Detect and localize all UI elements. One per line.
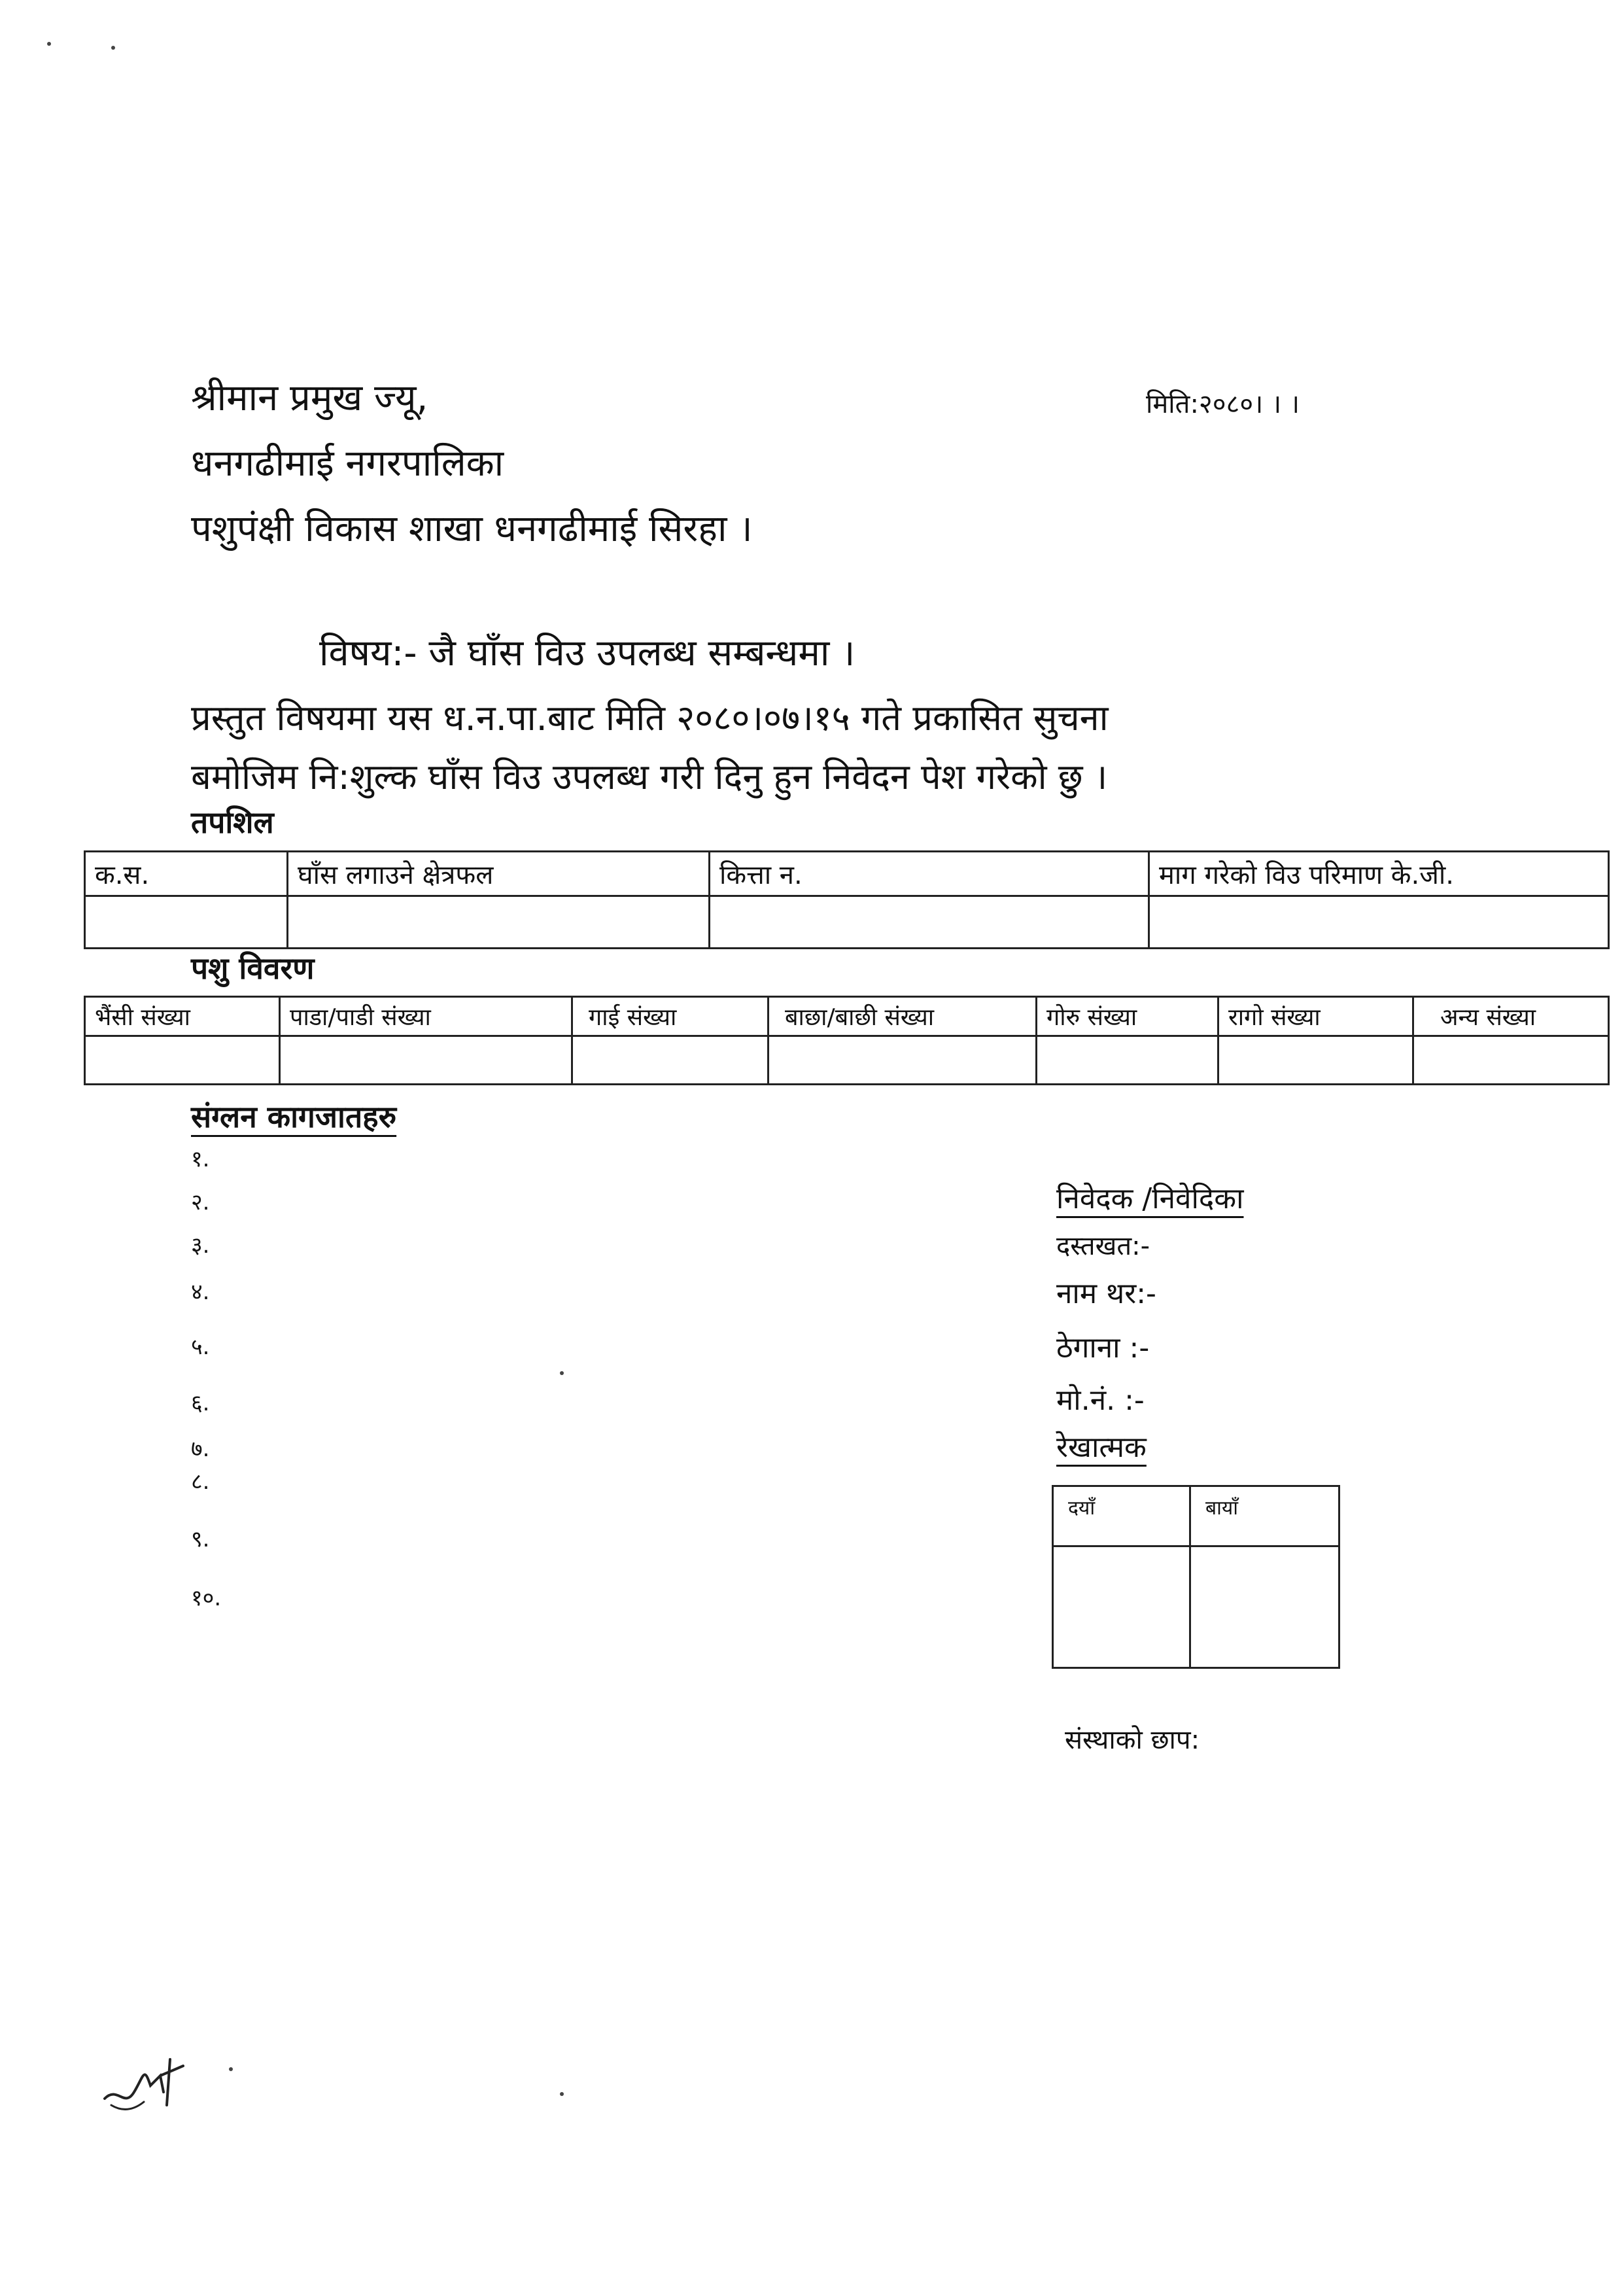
list-item: २. <box>191 1189 210 1215</box>
list-item: ९. <box>191 1526 210 1552</box>
list-item: १०. <box>191 1585 222 1611</box>
attachments-heading: संग्लन कागजातहरु <box>191 1099 397 1134</box>
livestock-col-cow: गाई संख्या <box>572 997 769 1036</box>
details-col-area: घाँस लगाउने क्षेत्रफल <box>288 852 710 896</box>
details-col-plot: कित्ता न. <box>710 852 1149 896</box>
livestock-cell-bull[interactable] <box>1218 1036 1413 1085</box>
livestock-cell-calf[interactable] <box>769 1036 1037 1085</box>
livestock-col-calf: बाछा/बाछी संख्या <box>769 997 1037 1036</box>
mobile-label: मो.नं. :- <box>1056 1384 1145 1417</box>
signature-label: दस्तखत:- <box>1056 1231 1150 1261</box>
details-heading: तपशिल <box>191 805 274 840</box>
list-item: ३. <box>191 1232 210 1259</box>
scan-speck <box>560 1371 564 1375</box>
scan-speck <box>111 46 115 50</box>
details-cell-area[interactable] <box>288 896 710 949</box>
livestock-heading: पशु विवरण <box>191 951 315 986</box>
recipient-branch: पशुपंक्षी विकास शाखा धनगढीमाई सिरहा । <box>191 508 753 550</box>
livestock-table <box>84 996 1610 1085</box>
livestock-col-other: अन्य संख्या <box>1413 997 1609 1036</box>
list-item: ६. <box>191 1390 210 1416</box>
livestock-col-buffalo: भैंसी संख्या <box>85 997 280 1036</box>
date-field: मिति:२०८०। । । <box>1146 389 1300 419</box>
list-item: ४. <box>191 1279 210 1305</box>
list-item: ८. <box>191 1469 210 1495</box>
right-thumb-area[interactable] <box>1053 1546 1190 1668</box>
livestock-col-buffalo-calf: पाडा/पाडी संख्या <box>280 997 572 1036</box>
fingerprint-impression-row <box>1053 1546 1339 1668</box>
list-item: ५. <box>191 1334 210 1360</box>
table-row <box>85 1036 1609 1085</box>
scan-speck <box>47 42 51 46</box>
details-col-serial: क.स. <box>85 852 288 896</box>
name-label: नाम थर:- <box>1056 1277 1156 1310</box>
stamp-label: संस्थाको छाप: <box>1065 1725 1200 1755</box>
fingerprint-box <box>1052 1485 1340 1669</box>
recipient-title: श्रीमान प्रमुख ज्यू, <box>191 377 428 419</box>
livestock-col-ox: गोरु संख्या <box>1037 997 1218 1036</box>
applicant-heading: निवेदक /निवेदिका <box>1056 1182 1244 1215</box>
recipient-office: धनगढीमाई नगरपालिका <box>191 442 504 485</box>
livestock-cell-other[interactable] <box>1413 1036 1609 1085</box>
fingerprint-heading: रेखात्मक <box>1056 1431 1147 1464</box>
details-table <box>84 850 1610 949</box>
left-thumb-area[interactable] <box>1190 1546 1339 1668</box>
livestock-cell-buffalo-calf[interactable] <box>280 1036 572 1085</box>
details-col-seed-qty: माग गरेको विउ परिमाण के.जी. <box>1149 852 1609 896</box>
scan-speck <box>229 2067 233 2071</box>
details-header-row <box>85 852 1609 896</box>
livestock-cell-cow[interactable] <box>572 1036 769 1085</box>
livestock-cell-buffalo[interactable] <box>85 1036 280 1085</box>
fingerprint-header-row <box>1053 1486 1339 1546</box>
livestock-header-row <box>85 997 1609 1036</box>
left-thumb-label: बायाँ <box>1190 1486 1339 1546</box>
table-row <box>85 896 1609 949</box>
right-thumb-label: दयाँ <box>1053 1486 1190 1546</box>
body-line-1: प्रस्तुत विषयमा यस ध.न.पा.बाट मिति २०८०।०७।१५ गते प्रकासित सुचना <box>191 697 1109 739</box>
subject-line: विषय:- जै घाँस विउ उपलब्ध सम्बन्धमा । <box>319 632 855 674</box>
body-line-2: बमोजिम नि:शुल्क घाँस विउ उपलब्ध गरी दिनु हुन निवेदन पेश गरेको छु । <box>191 756 1108 797</box>
scan-speck <box>560 2092 564 2096</box>
list-item: ७. <box>191 1436 210 1462</box>
details-cell-serial[interactable] <box>85 896 288 949</box>
details-cell-plot[interactable] <box>710 896 1149 949</box>
list-item: १. <box>191 1146 210 1172</box>
details-cell-seed-qty[interactable] <box>1149 896 1609 949</box>
livestock-col-bull: रागो संख्या <box>1218 997 1413 1036</box>
address-label: ठेगाना :- <box>1056 1331 1150 1365</box>
handwritten-initials <box>98 2046 190 2118</box>
livestock-cell-ox[interactable] <box>1037 1036 1218 1085</box>
